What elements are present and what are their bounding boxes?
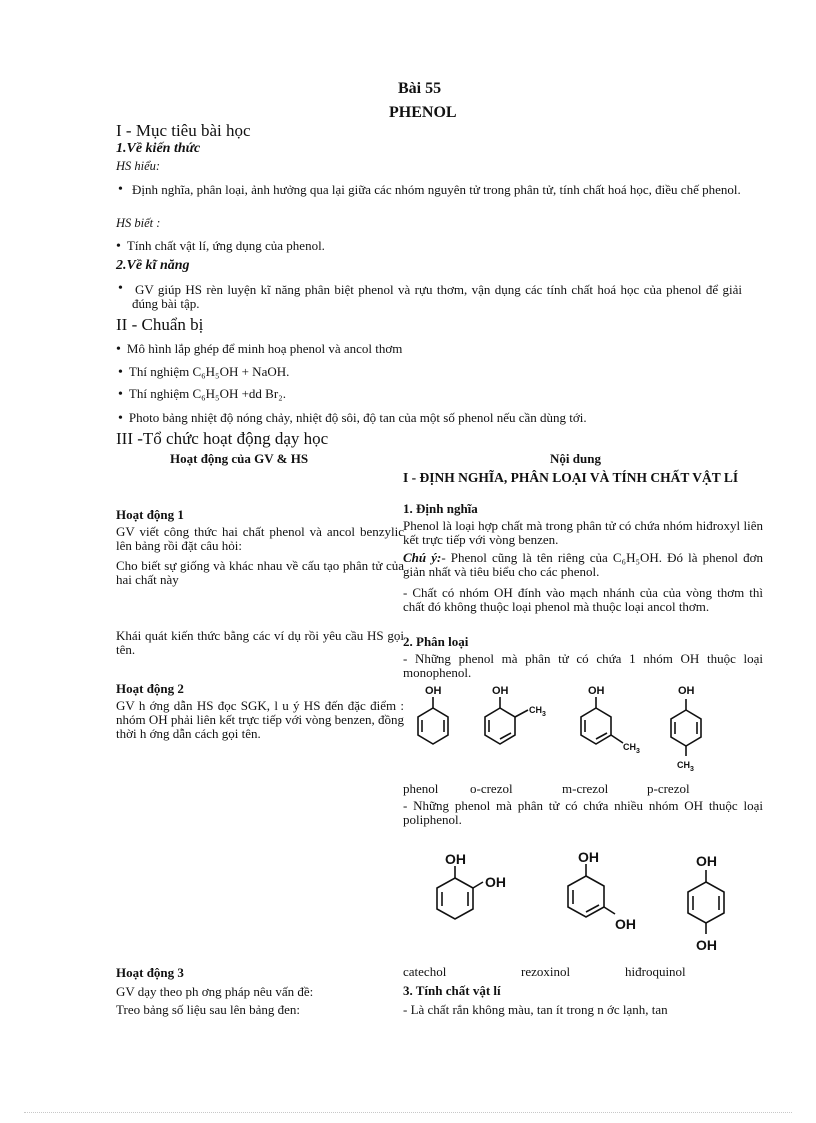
oh-label: OH bbox=[696, 937, 717, 953]
know-label: HS biết : bbox=[116, 216, 161, 230]
oh-label: OH bbox=[425, 685, 442, 697]
understand-label: HS hiểu: bbox=[116, 159, 161, 173]
right-section-title: I - ĐỊNH NGHĨA, PHÂN LOẠI VÀ TÍNH CHẤT VẬT LÍ bbox=[403, 470, 739, 485]
section-2-heading: II - Chuẩn bị bbox=[116, 315, 204, 334]
definition-text: Phenol là loại hợp chất mà trong phân tử có chứa nhóm hiđroxyl liên kết trực tiếp với vòng benzen. bbox=[403, 518, 763, 547]
mono-name-p-cresol: p-crezol bbox=[647, 781, 690, 796]
mono-name-phenol: phenol bbox=[403, 781, 439, 796]
knowledge-heading: 1.Về kiến thức bbox=[116, 141, 201, 156]
p-cresol-structure bbox=[671, 699, 701, 756]
ch3-label: $CH_3$ bbox=[529, 705, 546, 718]
activity-1-text-1: GV viết công thức hai chất phenol và ancol benzylic lên bảng rồi đặt câu hỏi: bbox=[116, 524, 404, 553]
note-text-1 bbox=[403, 551, 763, 579]
resorcinol-structure bbox=[568, 864, 615, 917]
activity-3-text-1: GV dạy theo ph ơng pháp nêu vấn đề: bbox=[116, 984, 314, 999]
poly-name-catechol: catechol bbox=[403, 964, 447, 979]
prep-item-4: • Photo bảng nhiệt độ nóng chảy, nhiệt độ sôi, độ tan của một số phenol nếu cần dùng tới. bbox=[118, 410, 587, 426]
activity-1-text-2: Cho biết sự giống và khác nhau về cấu tạo phân tử của hai chất này bbox=[116, 558, 404, 587]
prep-item-3: • Thí nghiệm C₆H₅OH +dd Br₂. bbox=[118, 386, 286, 402]
section-3-heading: III -Tổ chức hoạt động dạy học bbox=[116, 429, 329, 448]
poly-name-resorcinol: rezoxinol bbox=[521, 964, 571, 979]
monophenol-structures bbox=[403, 680, 763, 780]
understand-item: • bbox=[118, 182, 123, 197]
col-right-header: Nội dung bbox=[550, 451, 601, 466]
activity-2-title: Hoạt động 2 bbox=[116, 681, 184, 696]
catechol-structure bbox=[437, 866, 483, 919]
note-body: - Phenol cũng là tên riêng của C₆H₅OH. Đó là phenol đơn giản nhất và tiêu biểu cho các phenol. bbox=[403, 550, 763, 579]
page-bottom-border bbox=[24, 1112, 792, 1113]
polyphenol-structures bbox=[403, 848, 763, 960]
o-cresol-structure bbox=[485, 697, 528, 744]
oh-label: OH bbox=[678, 685, 695, 697]
oh-label: OH bbox=[588, 685, 605, 697]
activity-3-title: Hoạt động 3 bbox=[116, 965, 184, 980]
understand-text: Định nghĩa, phân loại, ảnh hưởng qua lại giữa các nhóm nguyên tử trong phân tử, tính chất hoá học, điều chế phenol. bbox=[132, 182, 741, 197]
poly-name-hydroquinone: hiđroquinol bbox=[625, 964, 686, 979]
phenol-structure bbox=[418, 697, 448, 744]
ch3-label: $CH_3$ bbox=[623, 742, 640, 755]
prep-item-2: • Thí nghiệm C₆H₅OH + NaOH. bbox=[118, 364, 290, 380]
oh-label: OH bbox=[578, 849, 599, 865]
mono-name-m-cresol: m-crezol bbox=[562, 781, 609, 796]
mono-name-o-cresol: o-crezol bbox=[470, 781, 513, 796]
oh-label: OH bbox=[696, 853, 717, 869]
ch3-label: $CH_3$ bbox=[677, 760, 694, 773]
note-label: Chú ý: bbox=[403, 550, 442, 565]
skills-heading: 2.Về kĩ năng bbox=[116, 258, 190, 273]
skills-item-bullet: • bbox=[118, 281, 123, 296]
activity-1-title: Hoạt động 1 bbox=[116, 507, 184, 522]
hydroquinone-structure bbox=[688, 870, 724, 934]
activity-1-text-3: Khái quát kiến thức bằng các ví dụ rồi yêu cầu HS gọi tên. bbox=[116, 628, 404, 657]
physical-text: - Là chất rắn không màu, tan ít trong n ớc lạnh, tan bbox=[403, 1002, 668, 1017]
activity-2-text: GV h ớng dẫn HS đọc SGK, l u ý HS đến đặc điểm : nhóm OH phải liên kết trực tiếp với vòng benzen, đồng thời h ớng dẫn cách gọi tên. bbox=[116, 698, 404, 741]
classification-text-1: - Những phenol mà phân tử có chứa 1 nhóm OH thuộc loại monophenol. bbox=[403, 651, 763, 680]
classification-title: 2. Phân loại bbox=[403, 634, 469, 649]
know-item: • Tính chất vật lí, ứng dụng của phenol. bbox=[116, 238, 325, 254]
m-cresol-structure bbox=[581, 697, 623, 744]
definition-title: 1. Định nghĩa bbox=[403, 501, 478, 516]
classification-text-2: - Những phenol mà phân tử có chứa nhiều nhóm OH thuộc loại poliphenol. bbox=[403, 798, 763, 827]
note-text-2: - Chất có nhóm OH đính vào mạch nhánh của của vòng thơm thì chất đó không thuộc loại phenol mà thuộc loại ancol thơm. bbox=[403, 585, 763, 614]
section-1-heading: I - Mục tiêu bài học bbox=[116, 121, 251, 140]
lesson-title: PHENOL bbox=[389, 104, 457, 121]
lesson-number: Bài 55 bbox=[398, 80, 442, 97]
activity-3-text-2: Treo bảng số liệu sau lên bảng đen: bbox=[116, 1002, 301, 1017]
col-left-header: Hoạt động của GV & HS bbox=[170, 451, 309, 466]
prep-item-1: • Mô hình lắp ghép để minh hoạ phenol và ancol thơm bbox=[116, 341, 403, 357]
oh-label: OH bbox=[485, 874, 506, 890]
oh-label: OH bbox=[445, 851, 466, 867]
skills-text: GV giúp HS rèn luyện kĩ năng phân biệt phenol và rựu thơm, vận dụng các tính chất hoá học của phenol để giải đúng bài tập. bbox=[132, 282, 742, 311]
oh-label: OH bbox=[492, 685, 509, 697]
oh-label: OH bbox=[615, 916, 636, 932]
physical-title: 3. Tính chất vật lí bbox=[403, 983, 501, 998]
